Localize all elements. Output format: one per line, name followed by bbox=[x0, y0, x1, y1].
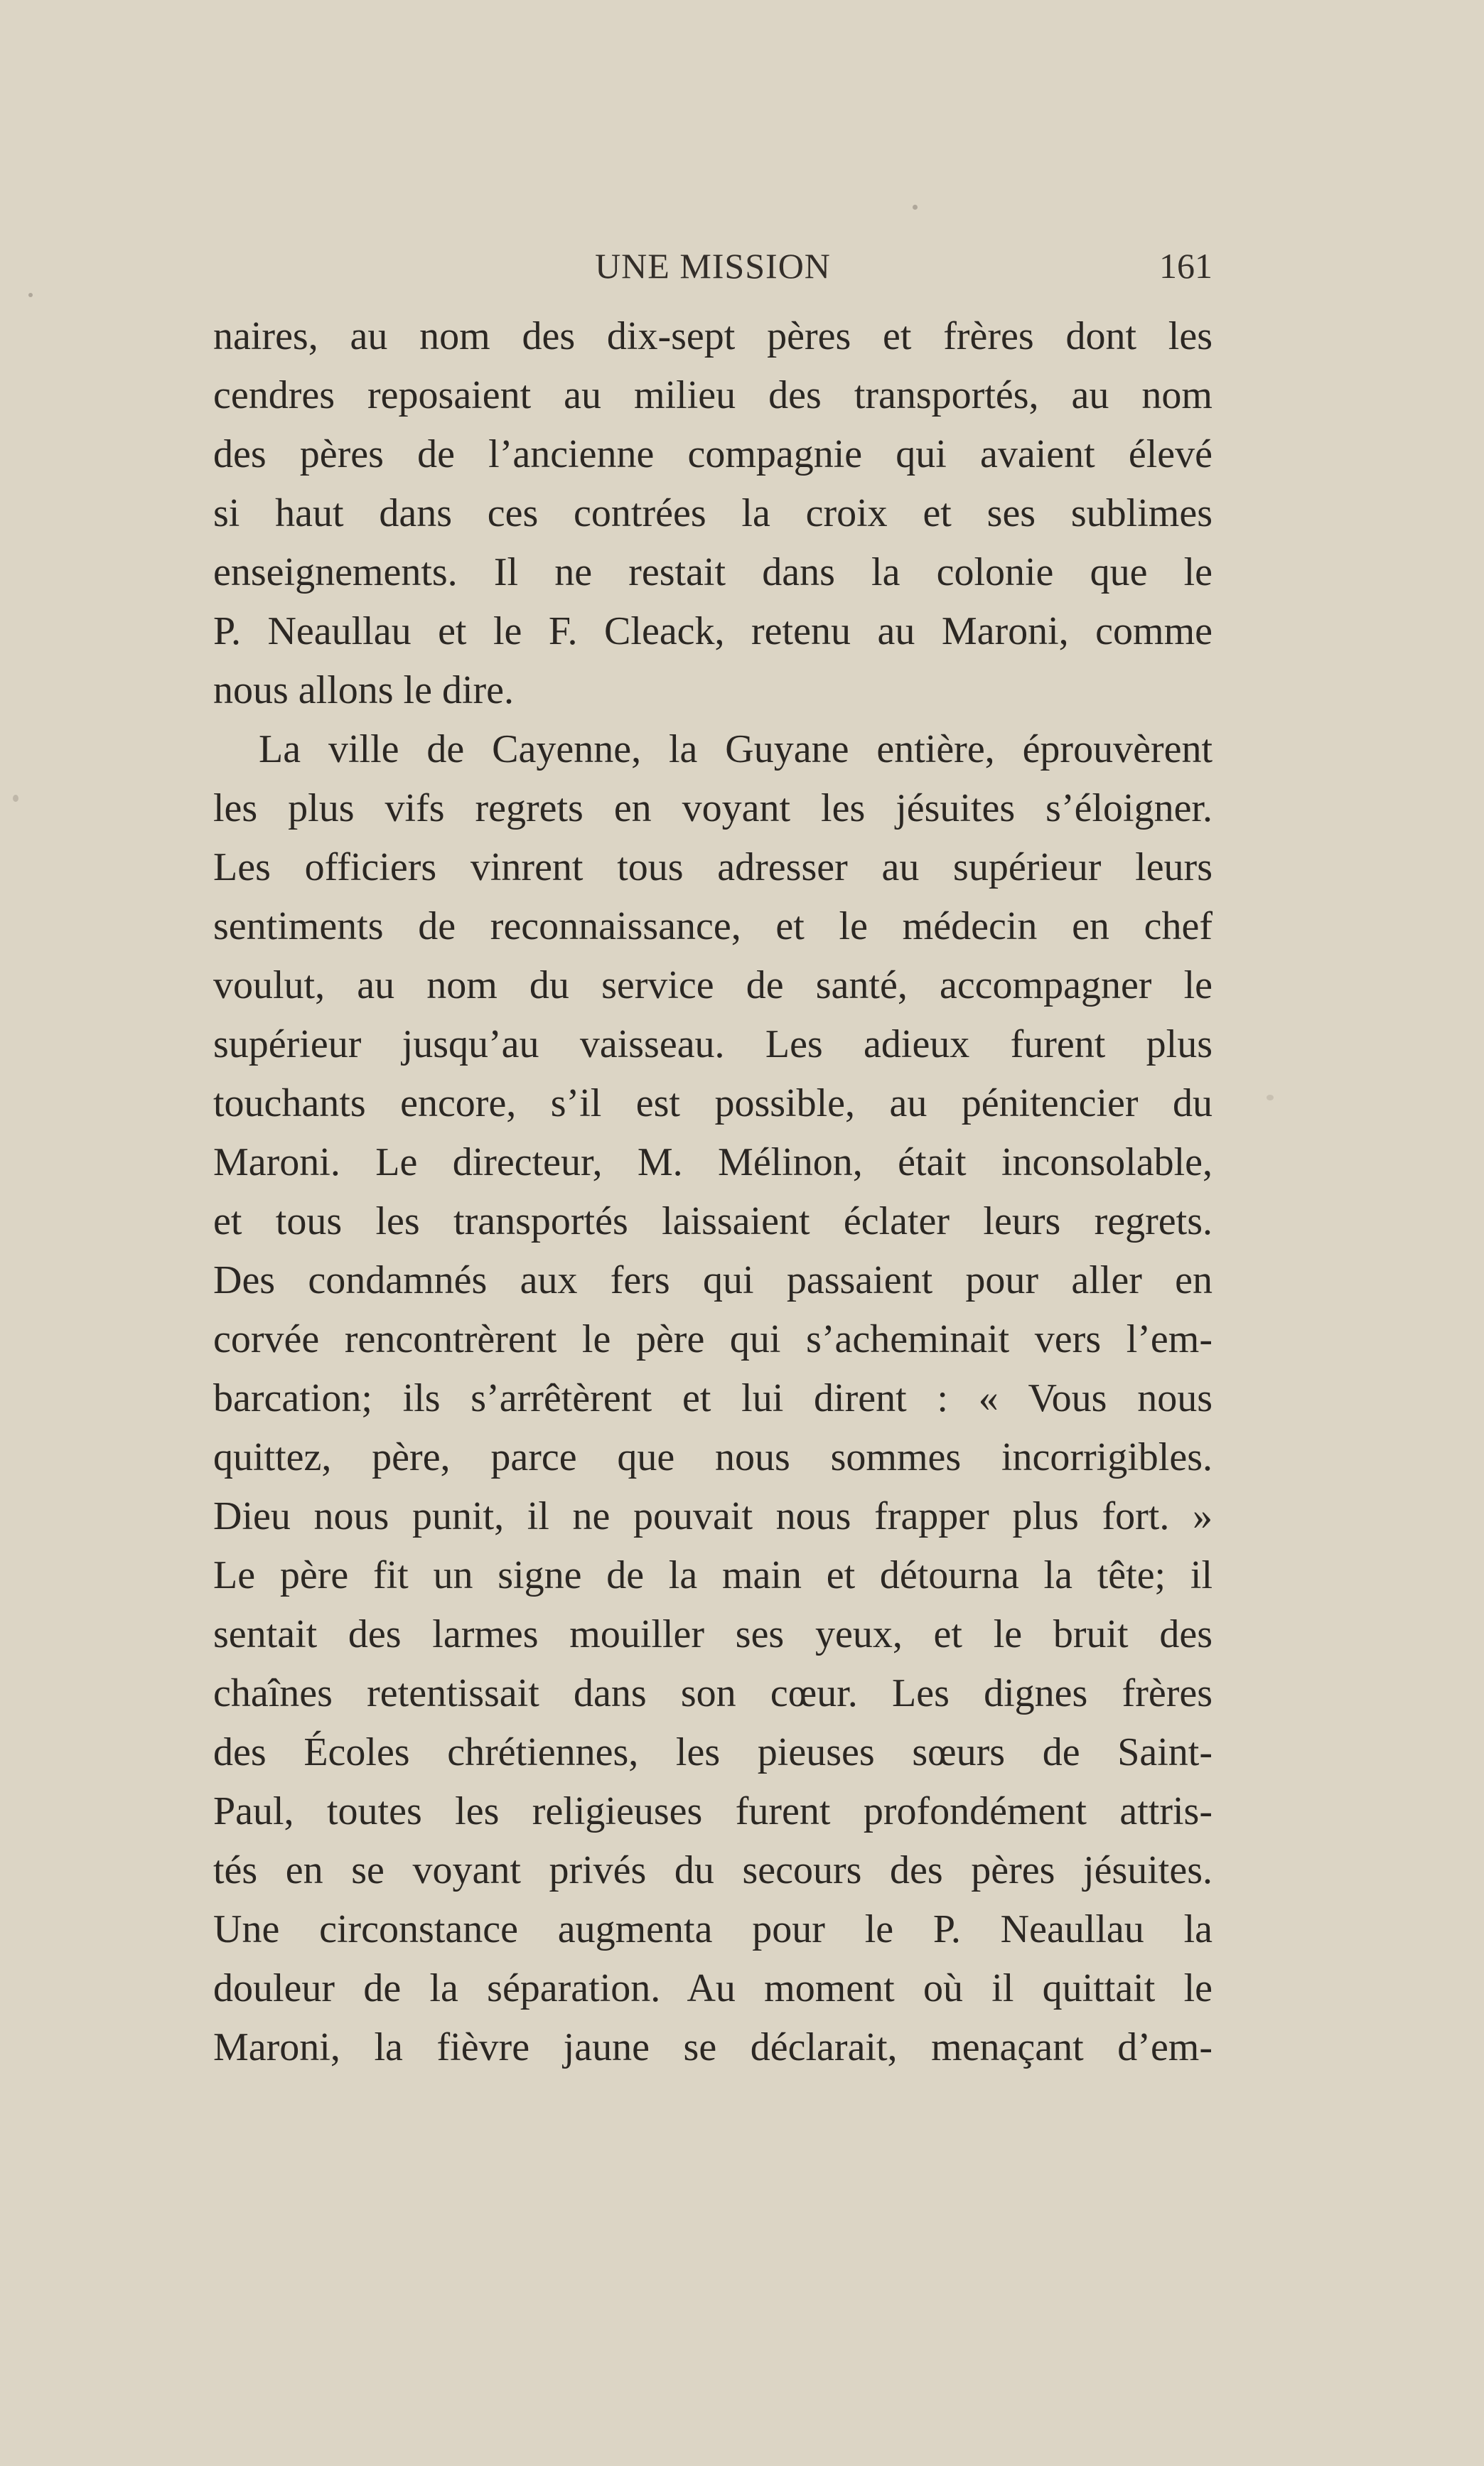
text-line: les plus vifs regrets en voyant les jésuites s’éloigner. bbox=[213, 786, 1213, 830]
paper-speck bbox=[13, 795, 18, 802]
text-line: naires, au nom des dix-sept pères et frères dont les bbox=[213, 314, 1213, 358]
text-line: supérieur jusqu’au vaisseau. Les adieux furent plus bbox=[213, 1022, 1213, 1066]
text-line: tés en se voyant privés du secours des pères jésuites. bbox=[213, 1848, 1213, 1892]
paper-speck bbox=[1267, 1095, 1274, 1100]
text-line: Des condamnés aux fers qui passaient pour aller en bbox=[213, 1258, 1213, 1302]
paper-speck bbox=[913, 205, 918, 210]
text-line: douleur de la séparation. Au moment où il quittait le bbox=[213, 1966, 1213, 2010]
page-number: 161 bbox=[1159, 246, 1213, 286]
text-line: P. Neaullau et le F. Cleack, retenu au Maroni, comme bbox=[213, 609, 1213, 653]
text-line: Le père fit un signe de la main et détourna la tête; il bbox=[213, 1553, 1213, 1597]
text-line: La ville de Cayenne, la Guyane entière, éprouvèrent bbox=[259, 727, 1213, 771]
text-line: nous allons le dire. bbox=[213, 668, 515, 712]
text-line: Dieu nous punit, il ne pouvait nous frapper plus fort. » bbox=[213, 1494, 1213, 1538]
text-line: barcation; ils s’arrêtèrent et lui dirent : « Vous nous bbox=[213, 1376, 1213, 1420]
body-text bbox=[213, 307, 1213, 2077]
text-line: touchants encore, s’il est possible, au pénitencier du bbox=[213, 1081, 1213, 1125]
text-line: sentait des larmes mouiller ses yeux, et le bruit des bbox=[213, 1612, 1213, 1656]
text-line: corvée rencontrèrent le père qui s’acheminait vers l’em- bbox=[213, 1317, 1213, 1361]
running-title: UNE MISSION bbox=[595, 246, 831, 286]
text-line: et tous les transportés laissaient éclater leurs regrets. bbox=[213, 1199, 1213, 1243]
text-line: cendres reposaient au milieu des transportés, au nom bbox=[213, 373, 1213, 417]
text-line: si haut dans ces contrées la croix et ses sublimes bbox=[213, 491, 1213, 535]
text-line: Maroni. Le directeur, M. Mélinon, était inconsolable, bbox=[213, 1140, 1213, 1184]
text-line: Une circonstance augmenta pour le P. Neaullau la bbox=[213, 1907, 1213, 1951]
paper-speck bbox=[28, 293, 33, 297]
text-line: quittez, père, parce que nous sommes incorrigibles. bbox=[213, 1435, 1213, 1479]
text-line: enseignements. Il ne restait dans la colonie que le bbox=[213, 550, 1213, 594]
text-line: des pères de l’ancienne compagnie qui avaient élevé bbox=[213, 432, 1213, 476]
text-line: Maroni, la fièvre jaune se déclarait, menaçant d’em- bbox=[213, 2025, 1213, 2069]
text-line: chaînes retentissait dans son cœur. Les dignes frères bbox=[213, 1671, 1213, 1715]
text-line: Paul, toutes les religieuses furent profondément attris- bbox=[213, 1789, 1213, 1833]
text-line: sentiments de reconnaissance, et le médecin en chef bbox=[213, 904, 1213, 948]
text-line: des Écoles chrétiennes, les pieuses sœurs de Saint- bbox=[213, 1730, 1213, 1774]
page-header bbox=[213, 240, 1213, 291]
text-line: Les officiers vinrent tous adresser au supérieur leurs bbox=[213, 845, 1213, 889]
text-line: voulut, au nom du service de santé, accompagner le bbox=[213, 963, 1213, 1007]
